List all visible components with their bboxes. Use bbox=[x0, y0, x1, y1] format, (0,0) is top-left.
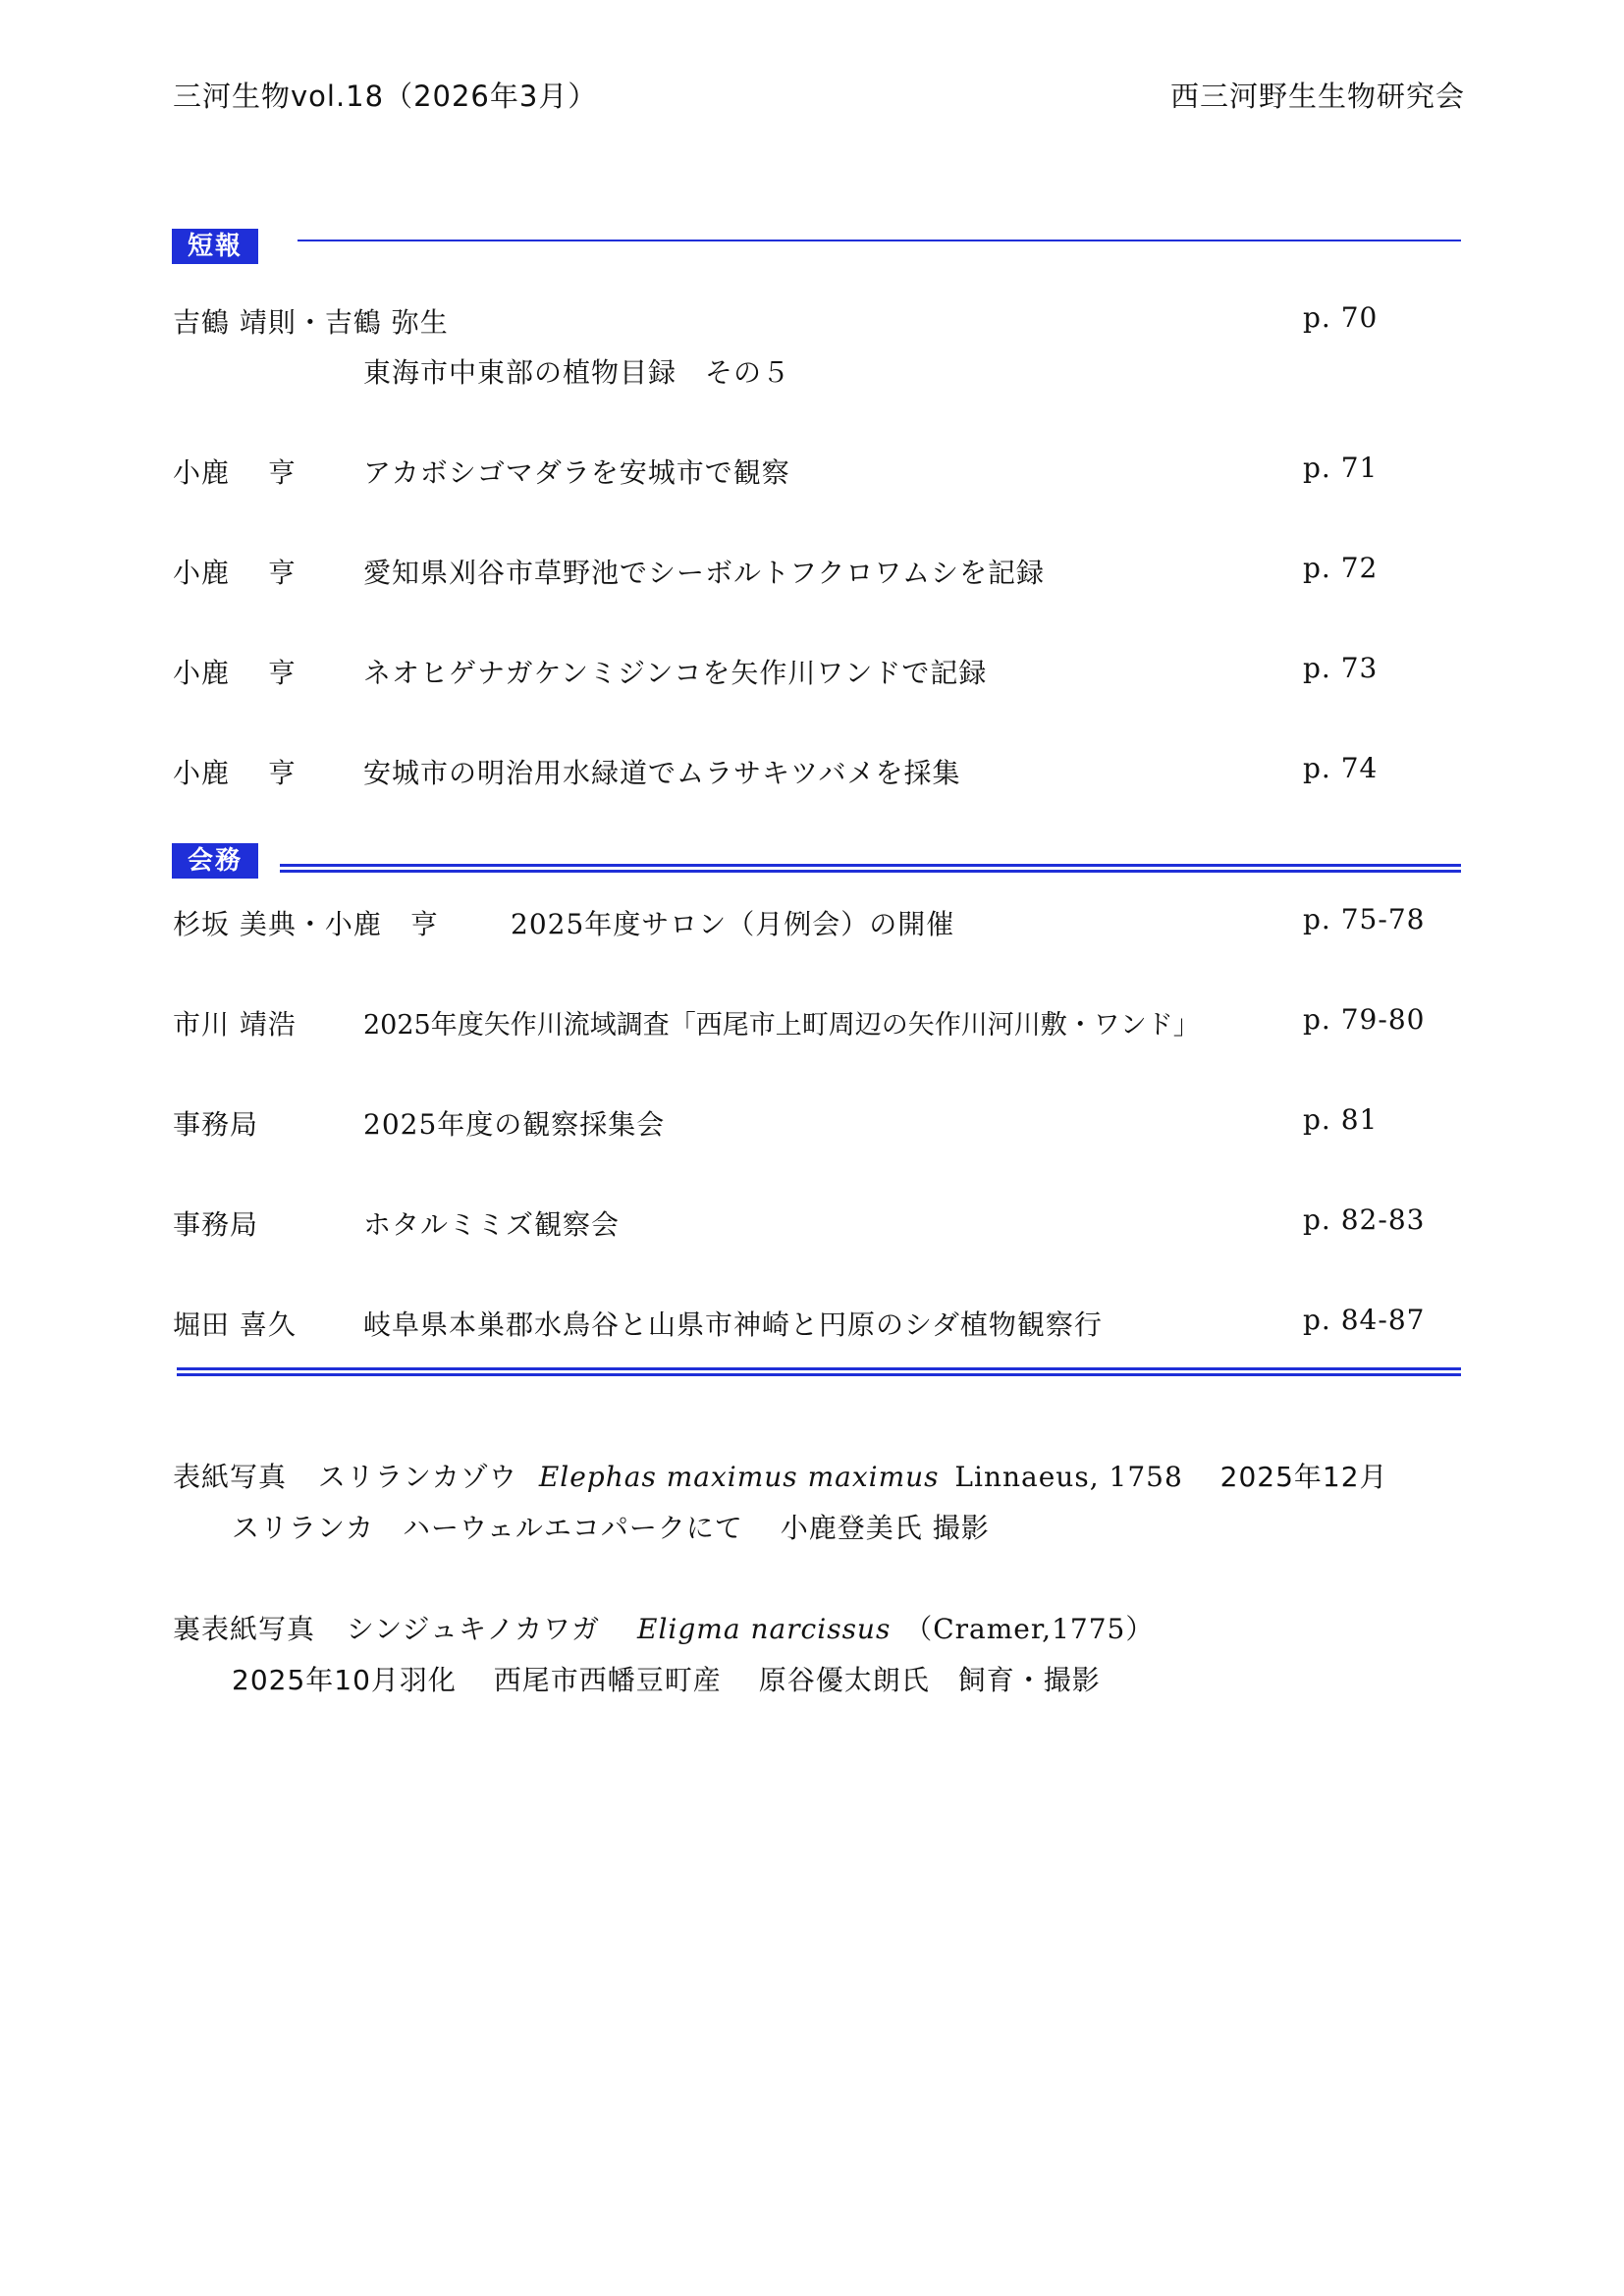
entry-title: 2025年度サロン（月例会）の開催 bbox=[511, 908, 955, 940]
back-cover-caption-line-2 bbox=[232, 1659, 1101, 1698]
cover-scientific-name: Elephas maximus maximus bbox=[538, 1461, 940, 1493]
back-cover-authority: （Cramer,1775） bbox=[904, 1613, 1155, 1645]
cover-caption-line-2 bbox=[232, 1507, 990, 1546]
back-cover-credit: 原谷優太朗氏 飼育・撮影 bbox=[758, 1664, 1101, 1696]
society-name: 西三河野生生物研究会 bbox=[1169, 80, 1465, 113]
entry-page: p. 84-87 bbox=[1303, 1304, 1426, 1336]
back-cover-place: 西尾市西幡豆町産 bbox=[493, 1664, 722, 1696]
entry-title: 愛知県刈谷市草野池でシーボルトフクロワムシを記録 bbox=[363, 557, 1046, 589]
section-rule-society-affairs bbox=[280, 864, 1461, 873]
entry-title: ホタルミミズ観察会 bbox=[363, 1208, 621, 1241]
entry-author: 小鹿 亨 bbox=[173, 657, 297, 689]
toc-end-rule bbox=[177, 1367, 1461, 1376]
entry-page: p. 82-83 bbox=[1303, 1203, 1426, 1236]
back-cover-date: 2025年10月羽化 bbox=[232, 1664, 457, 1696]
entry-page: p. 74 bbox=[1303, 752, 1379, 784]
entry-author: 堀田 喜久 bbox=[173, 1308, 297, 1341]
back-cover-scientific-name: Eligma narcissus bbox=[637, 1613, 892, 1645]
entry-page: p. 72 bbox=[1303, 552, 1379, 584]
entry-title: 岐阜県本巣郡水鳥谷と山県市神崎と円原のシダ植物観察行 bbox=[363, 1308, 1103, 1341]
cover-label: 表紙写真 bbox=[173, 1461, 288, 1493]
entry-author: 杉坂 美典・小鹿 亨 bbox=[173, 908, 439, 940]
entry-author: 小鹿 亨 bbox=[173, 456, 297, 489]
back-cover-common-name: シンジュキノカワガ bbox=[346, 1613, 601, 1645]
entry-title: ネオヒゲナガケンミジンコを矢作川ワンドで記録 bbox=[363, 657, 988, 689]
entry-author: 小鹿 亨 bbox=[173, 557, 297, 589]
entry-page: p. 71 bbox=[1303, 452, 1379, 484]
journal-issue: 三河生物vol.18（2026年3月） bbox=[173, 80, 598, 113]
cover-common-name: スリランカゾウ bbox=[317, 1461, 517, 1493]
entry-author: 吉鶴 靖則・吉鶴 弥生 bbox=[173, 306, 449, 339]
cover-date: 2025年12月 bbox=[1219, 1461, 1388, 1493]
section-label-short-reports: 短報 bbox=[172, 229, 258, 264]
entry-title: アカボシゴマダラを安城市で観察 bbox=[363, 456, 790, 489]
entry-author: 小鹿 亨 bbox=[173, 757, 297, 789]
entry-title: 安城市の明治用水緑道でムラサキツバメを採集 bbox=[363, 757, 961, 789]
entry-author: 事務局 bbox=[173, 1208, 259, 1241]
section-label-society-affairs: 会務 bbox=[172, 843, 258, 879]
back-cover-caption-line-1 bbox=[173, 1608, 1154, 1647]
entry-page: p. 73 bbox=[1303, 652, 1379, 684]
entry-page: p. 75-78 bbox=[1303, 903, 1426, 935]
back-cover-label: 裏表紙写真 bbox=[173, 1613, 316, 1645]
entry-title: 2025年度の観察採集会 bbox=[363, 1108, 666, 1141]
entry-title: 東海市中東部の植物目録 その５ bbox=[363, 356, 791, 389]
entry-page: p. 81 bbox=[1303, 1103, 1379, 1136]
entry-title: 2025年度矢作川流域調査「西尾市上町周辺の矢作川河川敷・ワンド」 bbox=[363, 1010, 1200, 1041]
entry-page: p. 70 bbox=[1303, 301, 1379, 334]
section-rule-short-reports bbox=[298, 240, 1461, 241]
cover-caption-line-1 bbox=[173, 1456, 1388, 1495]
cover-credit: 小鹿登美氏 撮影 bbox=[780, 1512, 990, 1544]
entry-author: 市川 靖浩 bbox=[173, 1008, 297, 1041]
entry-author: 事務局 bbox=[173, 1108, 259, 1141]
cover-authority: Linnaeus, 1758 bbox=[954, 1461, 1183, 1493]
entry-page: p. 79-80 bbox=[1303, 1003, 1426, 1036]
cover-place: スリランカ ハーウェルエコパークにて bbox=[232, 1512, 743, 1544]
